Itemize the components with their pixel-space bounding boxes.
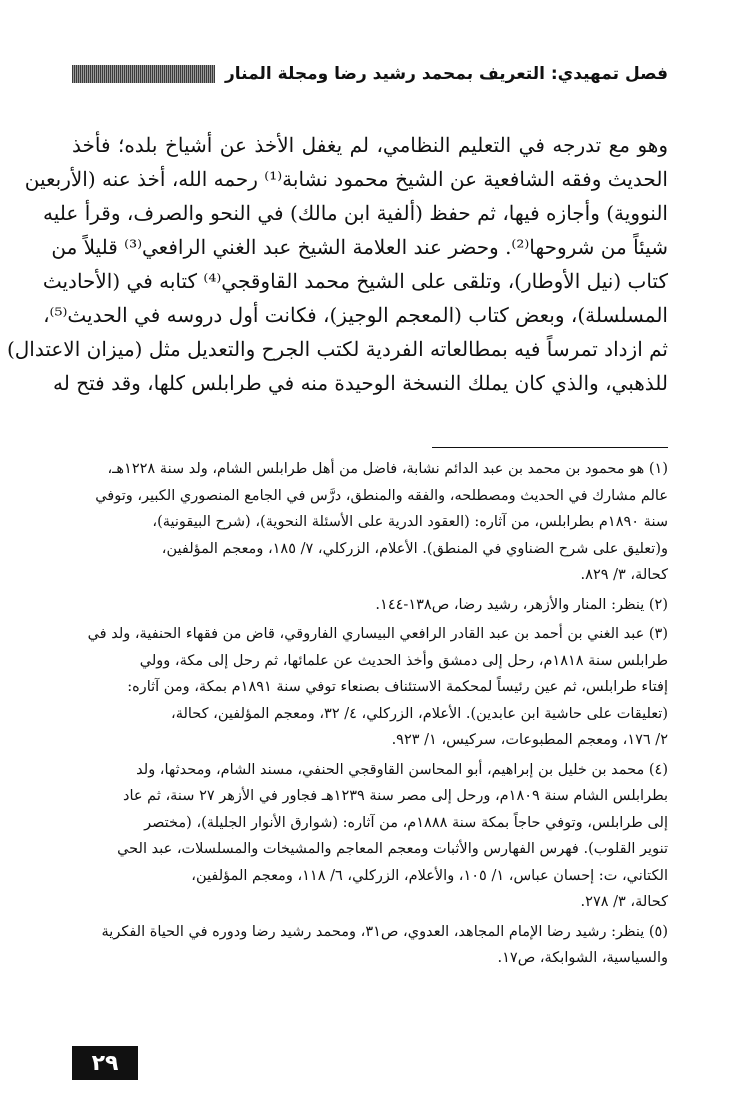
footnote-line: إلى طرابلس، وتوفي حاجاً بمكة سنة ١٨٨٨م، من آثاره: (شوارق الأنوار الجليلة)، (مختصر (144, 814, 668, 831)
running-header (72, 60, 668, 88)
footnote-line: ٢/ ١٧٦، ومعجم المطبوعات، سركيس، ١/ ٩٢٣. (391, 732, 668, 748)
footnote-line: سنة ١٨٩٠م بطرابلس، من آثاره: (العقود الدرية على الأسئلة النحوية)، (شرح البيقونية)، (152, 514, 668, 530)
footnote-2 (72, 592, 668, 619)
body-line: للذهبي، والذي كان يملك النسخة الوحيدة منه في طرابلس كلها، وقد فتح له (53, 371, 668, 395)
running-header-title: فصل تمهيدي: التعريف بمحمد رشيد رضا ومجلة المنار (225, 64, 668, 84)
footnote-line: (٤) محمد بن خليل بن إبراهيم، أبو المحاسن القاوقجي الحنفي، مسند الشام، ومحدثها، ولد (136, 761, 668, 778)
footnote-line: (تعليقات على حاشية ابن عابدين). الأعلام، الزركلي، ٤/ ٣٢، ومعجم المؤلفين، كحالة، (171, 705, 668, 722)
body-paragraph (6, 128, 668, 400)
footnote-line: تنوير القلوب). فهرس الفهارس والأثبات ومعجم المعاجم والمشيخات والمسلسلات، عبد الحي (117, 841, 668, 857)
body-line: وهو مع تدرجه في التعليم النظامي، لم يغفل الأخذ عن أشياخ بلده؛ فأخذ (72, 133, 668, 157)
body-line: ثم ازداد تمرساً فيه بمطالعاته الفردية لكتب الجرح والتعديل مثل (ميزان الاعتدال) (6, 337, 668, 361)
footnote-line: والسياسية، الشوابكة، ص١٧. (497, 950, 668, 966)
body-line: النووية) وأجازه فيها، ثم حفظ (ألفية ابن مالك) في النحو والصرف، وقرأ عليه (43, 201, 668, 225)
footnote-4 (72, 757, 668, 916)
body-line: كتاب (نيل الأوطار)، وتلقى على الشيخ محمد القاوقجي⁽⁴⁾ كتابه في (الأحاديث (42, 269, 668, 293)
footnote-line: (١) هو محمود بن محمد بن عبد الدائم نشابة، فاضل من أهل طرابلس الشام، ولد سنة ١٢٢٨هـ، (107, 461, 668, 477)
footnote-line: كحالة، ٣/ ٨٢٩. (580, 567, 668, 583)
footnote-5 (72, 919, 668, 972)
body-line: شيئاً من شروحها⁽²⁾. وحضر عند العلامة الشيخ عبد الغني الرافعي⁽³⁾ قليلاً من (51, 235, 668, 259)
body-line: المسلسلة)، وبعض كتاب (المعجم الوجيز)، فكانت أول دروسه في الحديث⁽⁵⁾، (43, 303, 668, 327)
footnote-line: (٢) ينظر: المنار والأزهر، رشيد رضا، ص١٣٨-١٤٤. (375, 596, 668, 613)
footnote-line: إفتاء طرابلس، ثم عين رئيساً لمحكمة الاستئناف بصنعاء توفي سنة ١٨٩١م بمكة، ومن آثاره: (127, 679, 668, 695)
header-decorative-bar (72, 65, 215, 83)
footnote-line: و(تعليق على شرح الضناوي في المنطق). الأعلام، الزركلي، ٧/ ١٨٥، ومعجم المؤلفين، (161, 540, 668, 557)
footnotes (72, 456, 668, 975)
footnote-line: (٣) عبد الغني بن أحمد بن عبد القادر الرافعي البيساري الفاروقي، قاض من فقهاء الحنفية، ولد في (87, 626, 668, 642)
footnote-line: (٥) ينظر: رشيد رضا الإمام المجاهد، العدوي، ص٣١، ومحمد رشيد رضا ودوره في الحياة الفكرية (101, 923, 668, 940)
footnote-line: كحالة، ٣/ ٢٧٨. (580, 894, 668, 910)
page-number: ٢٩ (72, 1046, 138, 1080)
footnote-3 (72, 621, 668, 754)
body-line: الحديث وفقه الشافعية عن الشيخ محمود نشابة⁽¹⁾ رحمه الله، أخذ عنه (الأربعين (24, 167, 668, 191)
footnote-line: طرابلس سنة ١٨١٨م، رحل إلى دمشق وأخذ الحديث عن علمائها، ثم رحل إلى مكة، وولي (139, 652, 668, 669)
footnote-line: الكتاني، ت: إحسان عباس، ١/ ١٠٥، والأعلام، الزركلي، ٦/ ١١٨، ومعجم المؤلفين، (191, 867, 668, 884)
footnote-1 (72, 456, 668, 589)
footnote-separator (432, 447, 668, 448)
footnote-line: بطرابلس الشام سنة ١٨٠٩م، ورحل إلى مصر سنة ١٢٣٩هـ فجاور في الأزهر ٢٧ سنة، ثم عاد (123, 788, 668, 804)
footnote-line: عالم مشارك في الحديث ومصطلحه، والفقه والمنطق، درَّس في الجامع المنصوري الكبير، وتوفي (95, 487, 668, 504)
